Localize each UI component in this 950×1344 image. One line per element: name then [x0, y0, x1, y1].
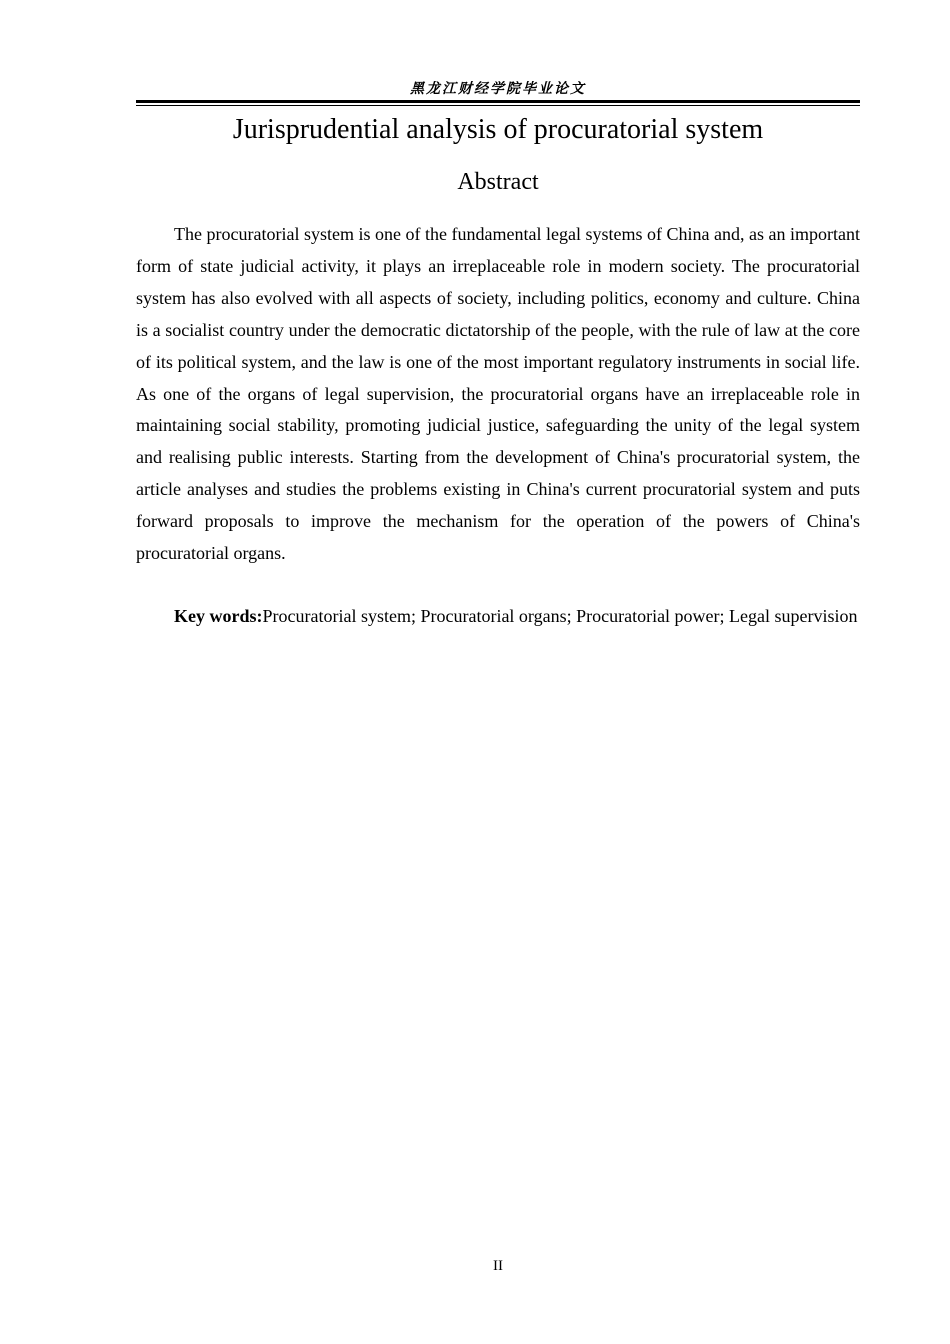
document-title: Jurisprudential analysis of procuratorial system — [232, 114, 764, 145]
keywords-text: Procuratorial system; Procuratorial organs; Procuratorial power; Legal supervision — [262, 606, 858, 626]
running-header: 黑龙江财经学院毕业论文 — [410, 81, 586, 97]
keywords-paragraph — [136, 601, 860, 633]
page-number: II — [493, 1258, 503, 1274]
header-double-rule — [136, 100, 860, 106]
abstract-paragraph: The procuratorial system is one of the fundamental legal systems of China and, as an important form of state judicial activity, it plays an irreplaceable role in modern society. The procuratorial system has also evolved with all aspects of society, including politics, economy and culture. China is a socialist country under the democratic dictatorship of the people, with the rule of law at the core of its political system, and the law is one of the most important regulatory instruments in social life. As one of the organs of legal supervision, the procuratorial organs have an irreplaceable role in maintaining social stability, promoting judicial justice, safeguarding the unity of the legal system and realising public interests. Starting from the development of China's procuratorial system, the article analyses and studies the problems existing in China's current procuratorial system and puts forward proposals to improve the mechanism for the operation of the powers of China's procuratorial organs. — [136, 224, 860, 564]
abstract-heading: Abstract — [457, 169, 539, 195]
keywords-label: Key words: — [174, 606, 263, 626]
